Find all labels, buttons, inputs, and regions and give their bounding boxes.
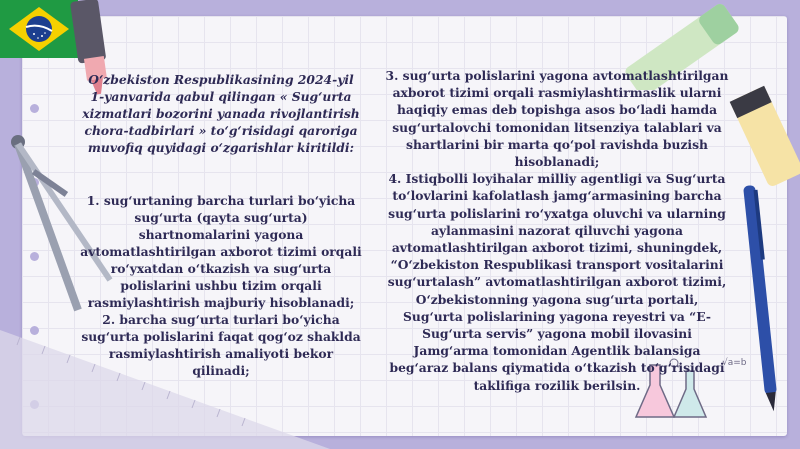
pen-icon: [740, 180, 785, 420]
marker-icon: [725, 80, 800, 190]
list-item: 1. sug‘urtaning barcha turlari bo‘yicha sug‘urta (qayta sug‘urta) shartnomalarini yagona avtomatlashtirilgan axborot tizimi orqali ro‘yxatdan o‘tkazish va sug‘urta polislarini ushbu tizim orqali rasmiylashtirish majburiy hisoblanadi;: [80, 193, 362, 310]
formula-text: √a=b: [722, 358, 747, 368]
binder-hole: [30, 104, 39, 113]
list-item: 4. Istiqbolli loyihalar milliy agentligi va Sug‘urta to‘lovlarini kafolatlash jamg‘armasining barcha sug‘urta polislarini ro‘yxatga oluvchi va ularning aylanmasini nazorat qiluvchi yagona avtomatlashtirilgan axborot tizimi, shuningdek, “O‘zbekiston Respublikasi transport vositalarini sug‘urtalash” avtomatlashtirilgan axborot tizimi, O‘zbekistonning yagona sug‘urta portali, Sug‘urta polislarining yagona reyestri va “E-Sug‘urta servis” yagona mobil ilovasini Jamg‘arma tomonidan Agentlik balansiga beg‘araz balans qiymatida o‘tkazish to‘g‘risidagi taklifiga rozilik berilsin.: [387, 171, 727, 393]
list-item: 3. sug‘urta polislarini yagona avtomatlashtirilgan axborot tizimi orqali rasmiylashtirmaslik ularni haqiqiy emas deb topishga asos bo‘ladi hamda sug‘urtalovchi tomonidan litsenziya talablari va shartlarini bir marta qo‘pol ravishda buzish hisoblanadi;: [385, 68, 729, 170]
intro-paragraph: O‘zbekiston Respublikasining 2024-yil 1-yanvarida qabul qilingan « Sug‘urta xizmatlari bozorini yanada rivojlantirish chora-tadbirlari » to‘g‘risidagi qaroriga muvofiq quyidagi o‘zgarishlar kiritildi:: [82, 72, 360, 155]
list-item: 2. barcha sug‘urta turlari bo‘yicha sug‘urta polislarini faqat qog‘oz shaklda rasmiylashtirish amaliyoti bekor qilinadi;: [81, 312, 361, 378]
right-column: [384, 67, 730, 394]
left-column: [80, 71, 362, 379]
